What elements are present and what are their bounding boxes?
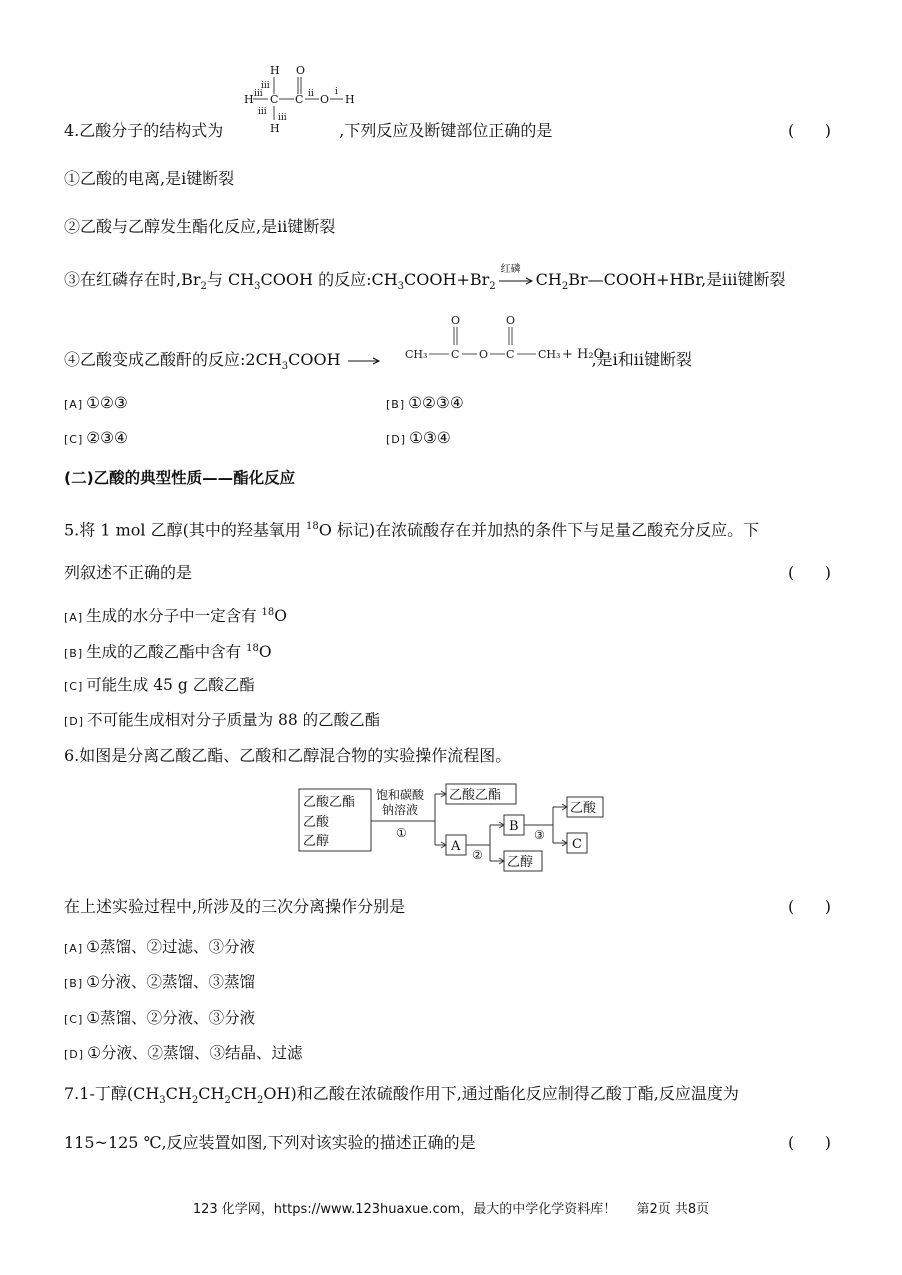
acetic-anhydride-structure	[405, 313, 620, 368]
struct-iii-bottom-left: iii	[258, 107, 267, 117]
flow-a-label: A	[451, 839, 461, 854]
anh-plus-water: + H₂O	[562, 347, 605, 362]
struct-ii: ii	[308, 89, 314, 99]
arrow-condition-label: 红磷	[500, 263, 521, 275]
flow-step-2: ②	[472, 848, 483, 862]
flow-mixture-1: 乙酸乙酯	[303, 795, 356, 810]
struct-iii-bottom: iii	[278, 113, 287, 123]
flow-step-3: ③	[534, 828, 545, 842]
section-title: (二)乙酸的典型性质——酯化反应	[64, 469, 296, 487]
anh-ch3-left: CH₃	[405, 348, 428, 361]
struct-i: i	[335, 87, 338, 97]
struct-h-bottom: H	[270, 122, 280, 135]
anh-ch3-right: CH₃	[538, 348, 561, 361]
reaction-arrow-icon	[347, 353, 381, 369]
q5-answer-paren: ( )	[788, 563, 831, 582]
anh-c1: C	[451, 348, 460, 361]
q5-option-d[interactable]: [D] 不可能生成相对分子质量为 88 的乙酸乙酯	[64, 711, 381, 729]
flow-mixture-2: 乙酸	[303, 815, 330, 830]
flow-c-label: C	[572, 837, 582, 852]
struct-o-top: O	[296, 64, 306, 77]
q4-item-3: ③在红磷存在时$,Br_2$与 $CH_3COOH$ 的反应$:CH_3COOH+Br_2$ 红磷 $CH_2Br—COOH+HBr$,是ⅲ键断裂	[64, 269, 786, 298]
q4-stem-post: ,下列反应及断键部位正确的是	[339, 121, 553, 140]
q4-option-b[interactable]: [B] ①②③④	[386, 394, 464, 412]
anh-o-top2: O	[506, 314, 516, 327]
footer-site-link[interactable]: 123 化学网，https://www.123huaxue.com，最大的中学化学资料库！	[192, 1202, 617, 1217]
q7-answer-paren: ( )	[788, 1133, 831, 1152]
struct-h-left: H	[244, 93, 254, 106]
q4-item-4: ④乙酸变成乙酸酐的反应$:2CH_3COOH$ ,是ⅰ和ⅱ键断裂	[64, 350, 693, 373]
struct-c2: C	[295, 93, 304, 106]
anh-c2: C	[506, 348, 515, 361]
q4-stem	[64, 120, 552, 142]
q5-option-a[interactable]: [A] 生成的水分子中一定含有 $^{18}$O	[64, 607, 287, 626]
struct-c1: C	[270, 93, 279, 106]
flow-top-product: 乙酸乙酯	[449, 788, 502, 803]
q6-option-c[interactable]: [C] ①蒸馏、②分液、③分液	[64, 1009, 256, 1027]
red-phosphorus-arrow	[498, 263, 534, 289]
q6-stem: 6.如图是分离乙酸乙酯、乙酸和乙醇混合物的实验操作流程图。	[64, 746, 512, 765]
q7-stem-line2: 115~125 ℃,反应装置如图,下列对该实验的描述正确的是	[64, 1133, 476, 1152]
separation-flowchart	[298, 781, 618, 873]
q4-item-1: ①乙酸的电离,是ⅰ键断裂	[64, 169, 235, 188]
struct-iii-left: iii	[254, 89, 263, 99]
q4-option-c[interactable]: [C] ②③④	[64, 429, 128, 447]
anh-o-mid: O	[479, 348, 489, 361]
q5-option-b[interactable]: [B] 生成的乙酸乙酯中含有 $^{18}$O	[64, 643, 272, 662]
reaction-arrow-icon	[498, 273, 534, 289]
q4-stem-pre: 4.乙酸分子的结构式为	[64, 121, 224, 140]
q6-option-d[interactable]: [D] ①分液、②蒸馏、③结晶、过滤	[64, 1044, 303, 1062]
anh-o-top1: O	[451, 314, 461, 327]
flow-mixture-3: 乙醇	[303, 834, 330, 849]
q6-answer-paren: ( )	[788, 897, 831, 916]
struct-h-top: H	[270, 64, 280, 77]
q6-question: 在上述实验过程中,所涉及的三次分离操作分别是	[64, 897, 406, 916]
struct-o-right: O	[320, 93, 330, 106]
struct-iii-top: iii	[261, 81, 270, 91]
q5-stem-line1: 5.将 1 mol 乙醇(其中的羟基氧用 $^{18}$O 标记)在浓硫酸存在并加热的条件下与足量乙酸充分反应。下	[64, 520, 760, 540]
q6-option-b[interactable]: [B] ①分液、②蒸馏、③蒸馏	[64, 973, 256, 991]
flow-b-label: B	[509, 819, 519, 834]
q5-option-c[interactable]: [C] 可能生成 45 g 乙酸乙酯	[64, 676, 255, 694]
q4-item-2: ②乙酸与乙醇发生酯化反应,是ⅱ键断裂	[64, 217, 336, 236]
page-footer	[0, 1198, 902, 1217]
q6-option-a[interactable]: [A] ①蒸馏、②过滤、③分液	[64, 938, 256, 956]
footer-page-number: 第2页 共8页	[636, 1202, 710, 1217]
flow-reagent-1: 饱和碳酸	[376, 788, 425, 802]
flow-ethanol-label: 乙醇	[507, 855, 534, 870]
q4-option-a[interactable]: [A] ①②③	[64, 394, 128, 412]
q4-answer-paren: ( )	[788, 121, 831, 140]
flow-step-1: ①	[396, 826, 407, 840]
flow-acid-label: 乙酸	[570, 801, 597, 816]
struct-h-right: H	[345, 93, 355, 106]
q5-stem-line2: 列叙述不正确的是	[64, 563, 193, 582]
flow-reagent-2: 钠溶液	[382, 803, 419, 817]
reaction-arrow-2	[347, 353, 381, 369]
q7-stem-line1: 7.1-丁醇$(CH_3CH_2CH_2CH_2OH)$和乙酸在浓硫酸作用下,通过酯化反应制得乙酸丁酯,反应温度为	[64, 1084, 739, 1107]
q4-option-d[interactable]: [D] ①③④	[386, 429, 451, 447]
